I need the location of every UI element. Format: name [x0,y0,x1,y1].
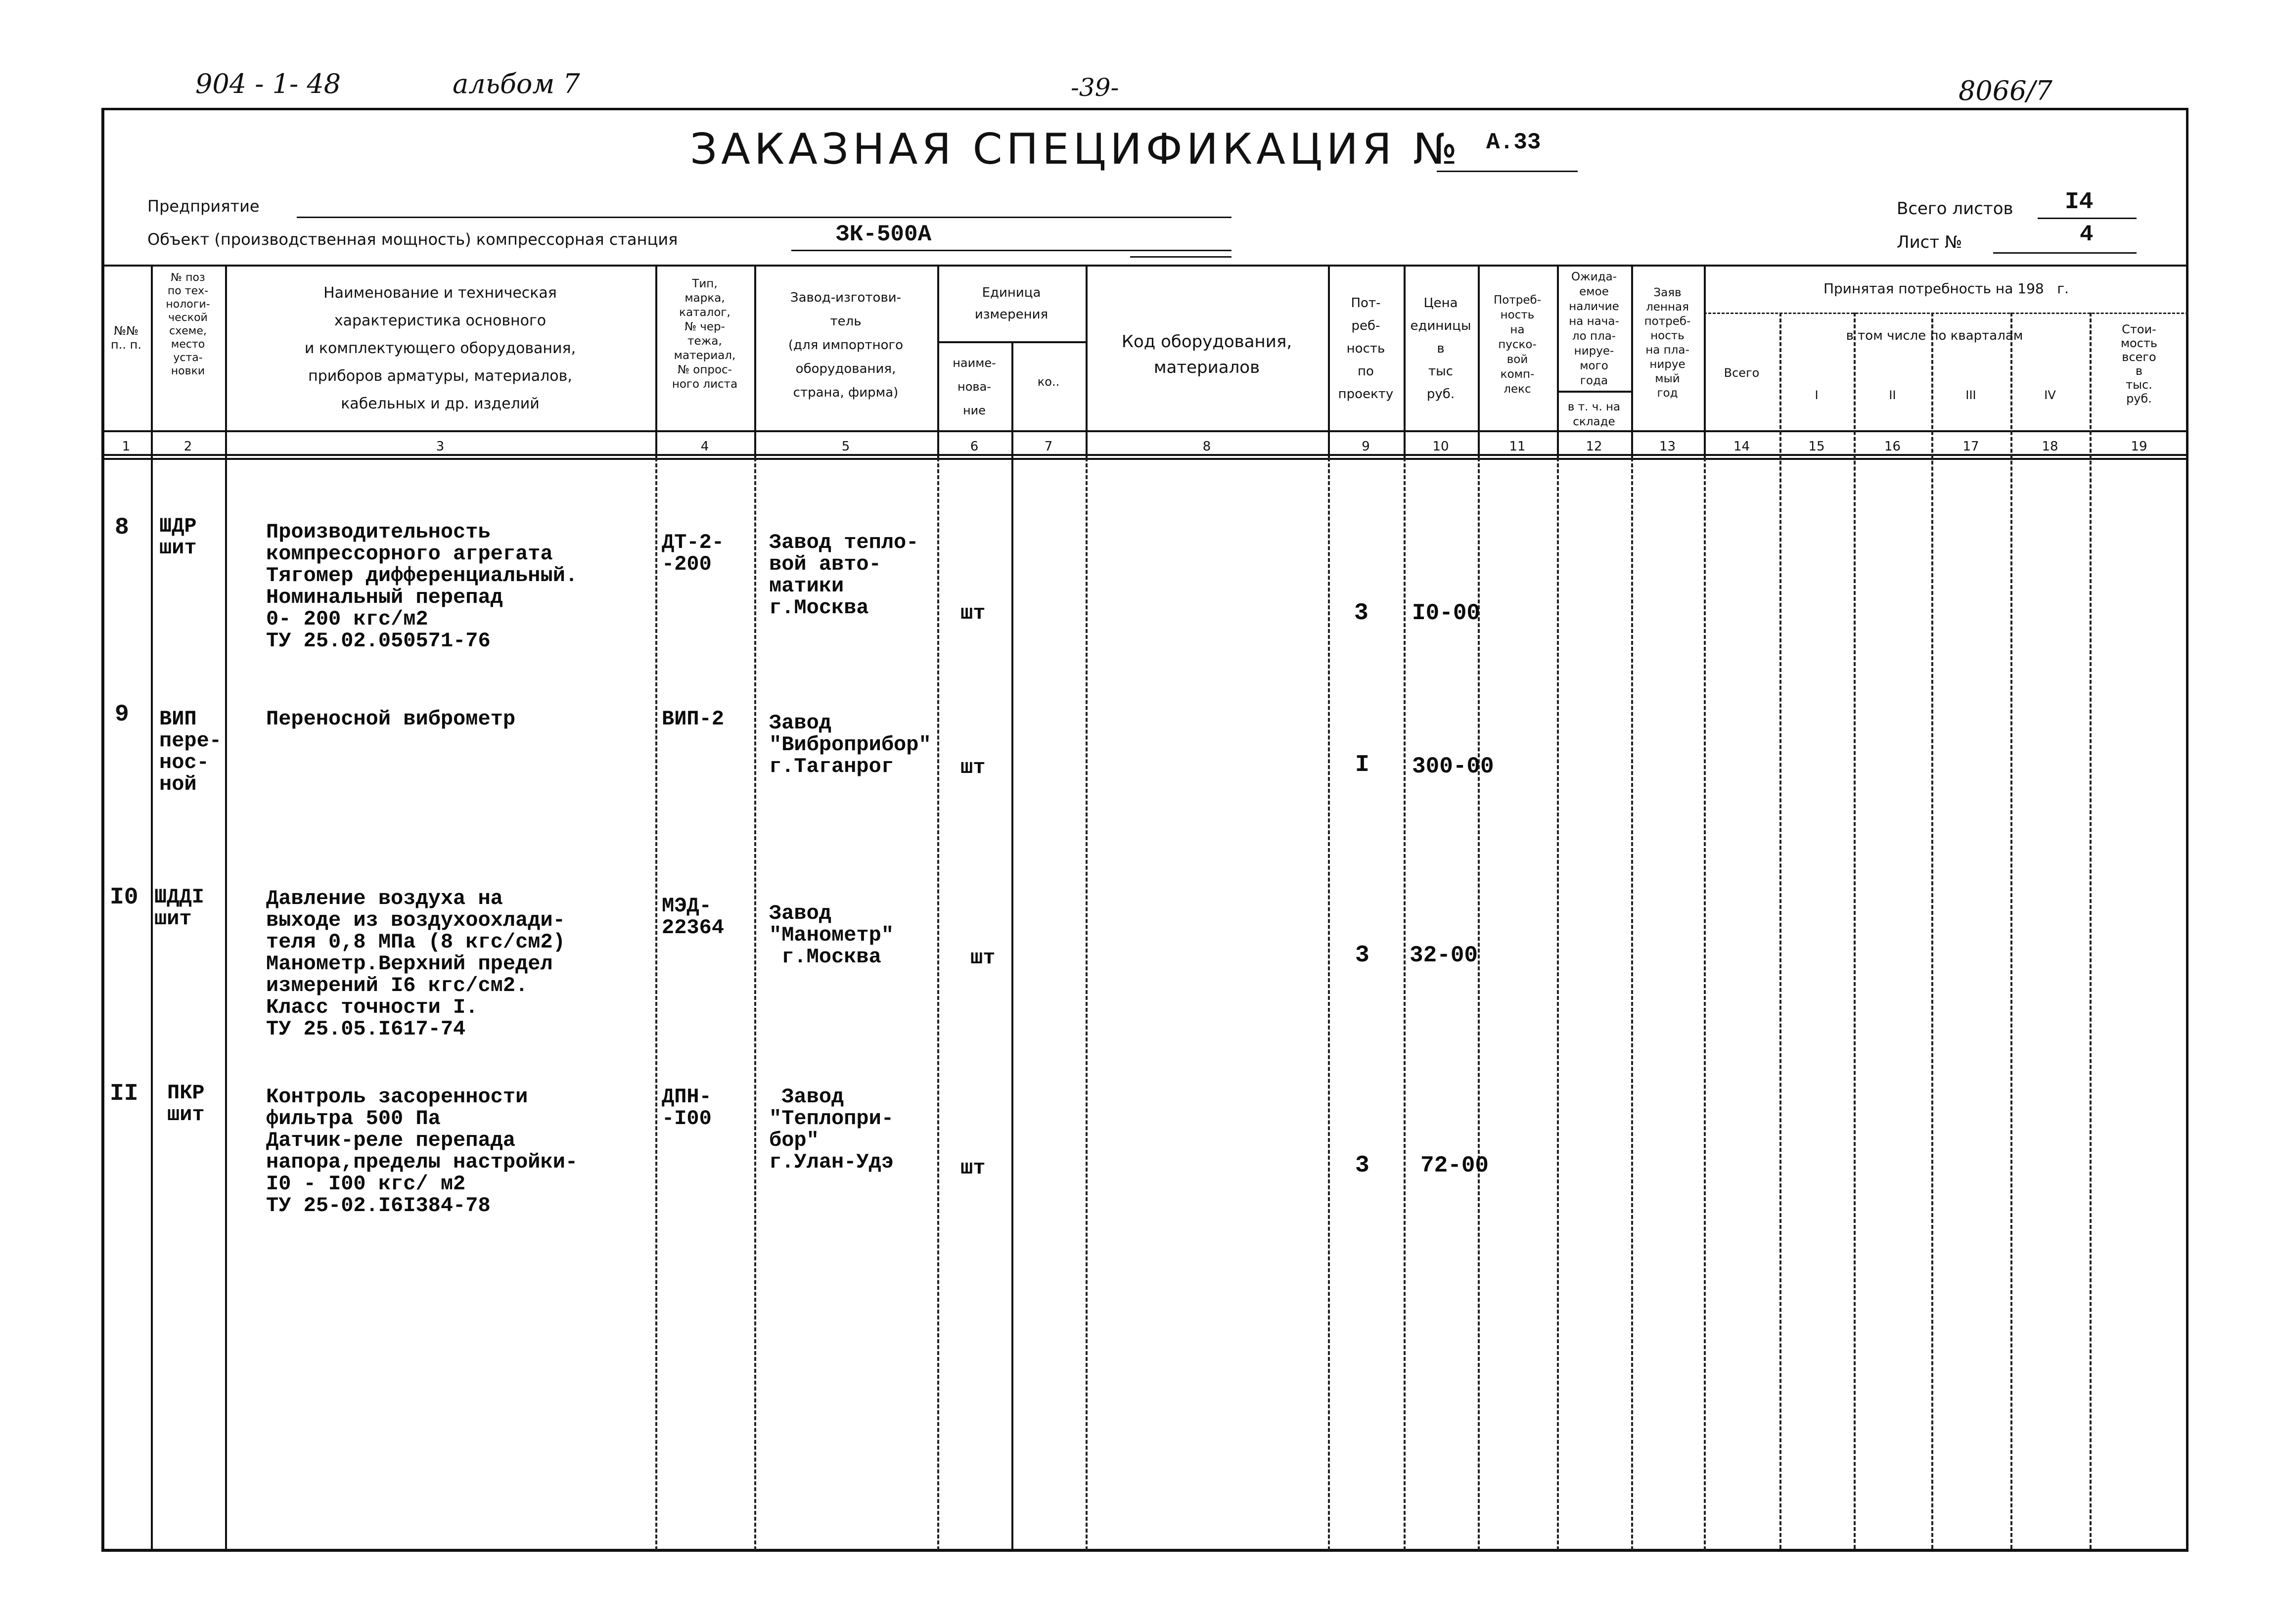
row-type: МЭД- 22364 [662,894,725,940]
row-position: ПКР шит [167,1081,205,1127]
row-quantity: I [1355,752,1369,778]
row-type: ДТ-2- -200 [662,531,725,576]
row-price: 300-00 [1412,754,1494,779]
row-unit: шт [960,601,986,625]
row-manufacturer: Завод "Манометр" г.Москва [769,902,894,969]
album-label: альбом 7 [453,68,580,99]
header-col-2: № поз по тех- нологи- ческой схеме, место уста- новки [166,271,210,377]
row-description: Переносной виброметр [266,707,516,731]
header-accepted: Принятая потребность на 198 г. [1823,280,2069,297]
header-q4: IV [2044,388,2056,402]
total-sheets-label: Всего листов [1897,199,2013,219]
inventory-number: 8066/7 [1959,75,2052,106]
row-manufacturer: Завод тепло- вой авто- матики г.Москва [769,531,919,620]
col-number-15: 15 [1808,439,1825,454]
header-col-19: Стои- мость всего в тыс. руб. [2120,322,2158,406]
row-position: ШДДI шит [154,885,204,931]
row-manufacturer: Завод "Виброприбор" г.Таганрог [769,711,931,778]
col-number-8: 8 [1202,439,1211,454]
row-quantity: 3 [1354,600,1368,627]
row-price: 72-00 [1420,1153,1489,1178]
header-col-8: Код оборудования, материалов [1121,332,1292,377]
row-quantity: 3 [1355,942,1369,969]
row-unit: шт [960,1156,986,1180]
row-position: ШДР шит [159,514,197,560]
col-number-2: 2 [183,439,192,454]
header-col-10: Цена единицы в тыс руб. [1410,296,1471,402]
col-number-5: 5 [841,439,850,454]
object-label: Объект (производственная мощность) компрессорная станция [147,230,678,249]
col-number-18: 18 [2042,439,2058,454]
col-number-10: 10 [1432,439,1449,454]
header-q1: I [1815,388,1819,402]
header-col-6: наиме- нова- ние [953,356,996,417]
row-unit: шт [970,946,996,970]
header-q3: III [1965,388,1976,402]
header-col-12: Ожида- емое наличие на нача- ло пла- нируе- мого года [1569,271,1619,387]
form-title: ЗАКАЗНАЯ СПЕЦИФИКАЦИЯ № [690,125,1461,174]
sheet-value: 4 [2080,222,2094,247]
col-number-11: 11 [1509,439,1526,454]
col-number-1: 1 [122,439,131,454]
col-number-12: 12 [1586,439,1602,454]
sheet-label: Лист № [1897,232,1962,252]
col-number-16: 16 [1884,439,1901,454]
header-quarters: в том числе по кварталам [1846,328,2023,343]
page-number: -39- [1071,73,1119,102]
row-price: 32-00 [1410,943,1478,968]
col-number-6: 6 [970,439,979,454]
col-number-14: 14 [1733,439,1750,454]
row-unit: шт [960,756,986,779]
header-col-5: Завод-изготови- тель (для импортного оборудования, страна, фирма) [788,290,904,400]
row-number: I0 [110,884,138,911]
col-number-17: 17 [1962,439,1979,454]
header-col-11: Потреб- ность на пуско- вой комп- лекс [1494,294,1541,396]
header-col-14: Всего [1724,366,1760,380]
col-number-9: 9 [1362,439,1370,454]
row-manufacturer: Завод "Теплопри- бор" г.Улан-Удэ [769,1085,894,1174]
row-number: II [110,1081,138,1107]
row-price: I0-00 [1412,600,1481,626]
header-col-3: Наименование и техническая характеристика основного и комплектующего оборудования, приборов арматуры, материалов, кабельных и др. изделий [304,284,576,412]
row-quantity: 3 [1355,1152,1369,1179]
col-number-7: 7 [1044,439,1053,454]
total-sheets-value: I4 [2065,189,2094,216]
row-number: 9 [115,701,129,728]
header-col-1: №№ п.. п. [111,324,141,352]
enterprise-label: Предприятие [147,197,260,216]
col-number-19: 19 [2131,439,2147,454]
header-col-12-stock: в т. ч. на складе [1567,401,1621,428]
row-type: ДПН- -I00 [662,1085,712,1130]
col-number-13: 13 [1659,439,1676,454]
header-col-7: ко.. [1037,375,1060,389]
header-unit: Единица измерения [974,285,1048,322]
header-col-9: Пот- реб- ность по проекту [1338,296,1394,402]
row-number: 8 [115,514,129,541]
row-description: Давление воздуха на выходе из воздухоохлади- теля 0,8 МПа (8 кгс/см2) Манометр.Верхний предел измерений I6 кгс/см2. Класс точности I. ТУ 25.05.I617-74 [266,887,565,1041]
header-col-13: Заяв ленная потреб- ность на пла- нируе мый год [1644,286,1691,400]
row-description: Контроль засоренности фильтра 500 Па Датчик-реле перепада напора,пределы настройки- I0 - I00 кгс/ м2 ТУ 25-02.I6I384-78 [266,1085,578,1218]
col-number-4: 4 [700,439,709,454]
spec-number: А.33 [1486,130,1541,155]
header-q2: II [1889,388,1896,402]
row-position: ВИП пере- нос- ной [159,707,222,796]
row-type: ВИП-2 [662,707,725,731]
row-description: Производительность компрессорного агрегата Тягомер дифференциальный. Номинальный перепад 0- 200 кгс/м2 ТУ 25.02.050571-76 [266,520,578,653]
object-value: ЗК-500А [836,222,932,247]
header-col-4: Тип, марка, каталог, № чер- тежа, материал, № опрос- ного листа [672,277,738,391]
doc-code: 904 - 1- 48 [195,68,341,99]
col-number-3: 3 [436,439,445,454]
